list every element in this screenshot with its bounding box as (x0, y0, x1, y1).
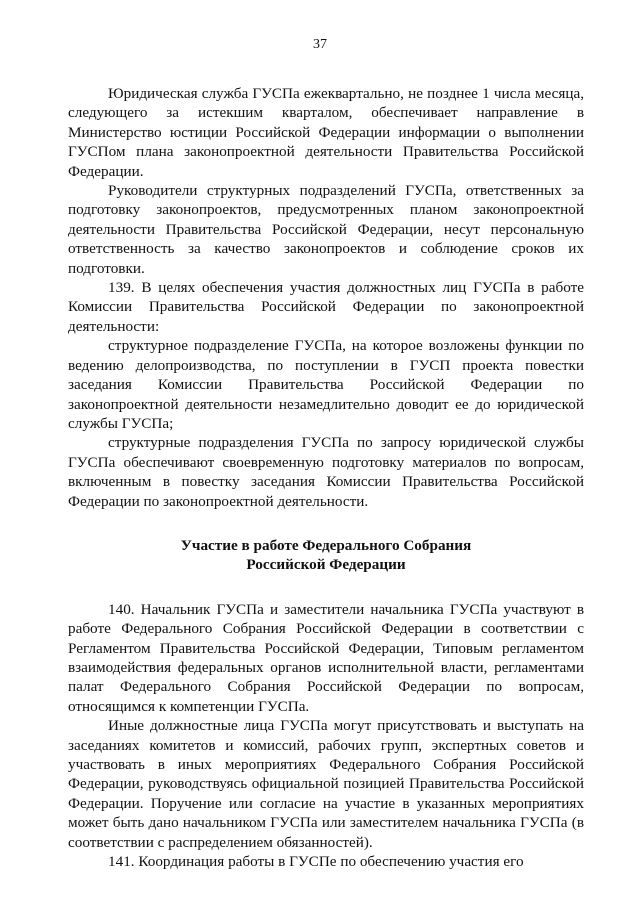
paragraph-recordkeeping-unit: структурное подразделение ГУСПа, на которое возложены функции по ведению делопроизводства, по поступлении в ГУСП проекта повестки заседания Комиссии Правительства Российской Федерации по законопроектной деятельности незамедлительно доводит ее до юридической службы ГУСПа; (68, 337, 584, 432)
section-heading-line-2: Российской Федерации (246, 556, 406, 574)
page-number: 37 (313, 37, 327, 52)
section-heading (68, 536, 584, 575)
section-heading-line-1: Участие в работе Федерального Собрания (180, 536, 472, 554)
paragraph-item-141: 141. Координация работы в ГУСПе по обеспечению участия его (108, 853, 524, 871)
paragraph-legal-service-reporting: Юридическая служба ГУСПа ежеквартально, не позднее 1 числа месяца, следующего за истекшим кварталом, обеспечивает направление в Министерство юстиции Российской Федерации информации о выполнении ГУСПом плана законопроектной деятельности Правительства Российской Федерации. (68, 85, 584, 180)
paragraph-item-140: 140. Начальник ГУСПа и заместители начальника ГУСПа участвуют в работе Федерального Собрания Российской Федерации в соответствии с Регламентом Правительства Российской Федерации, Типовым регламентом взаимодействия федеральных органов исполнительной власти, регламентами палат Федерального Собрания Российской Федерации по вопросам, относящимся к компетенции ГУСПа. (68, 600, 584, 715)
paragraph-other-officials: Иные должностные лица ГУСПа могут присутствовать и выступать на заседаниях комитетов и комиссий, рабочих групп, экспертных советов и участвовать в иных мероприятиях Федерального Собрания Российской Федерации, руководствуясь официальной позицией Правительства Российской Федерации. Поручение или согласие на участие в указанных мероприятиях может быть дано начальником ГУСПа или заместителем начальника ГУСПа (в соответствии с распределением обязанностей). (68, 717, 584, 851)
paragraph-units-materials: структурные подразделения ГУСПа по запросу юридической службы ГУСПа обеспечивают своевременную подготовку материалов по вопросам, включенным в повестку заседания Комиссии Правительства Российской Федерации по законопроектной деятельности. (68, 434, 584, 510)
paragraph-item-139: 139. В целях обеспечения участия должностных лиц ГУСПа в работе Комиссии Правительства Российской Федерации по законопроектной деятельности: (68, 279, 584, 335)
paragraph-unit-heads-responsibility: Руководители структурных подразделений ГУСПа, ответственных за подготовку законопроектов, предусмотренных планом законопроектной деятельности Правительства Российской Федерации, несут персональную ответственность за качество законопроектов и соблюдение сроков их подготовки. (68, 182, 584, 277)
document-body (68, 84, 584, 871)
